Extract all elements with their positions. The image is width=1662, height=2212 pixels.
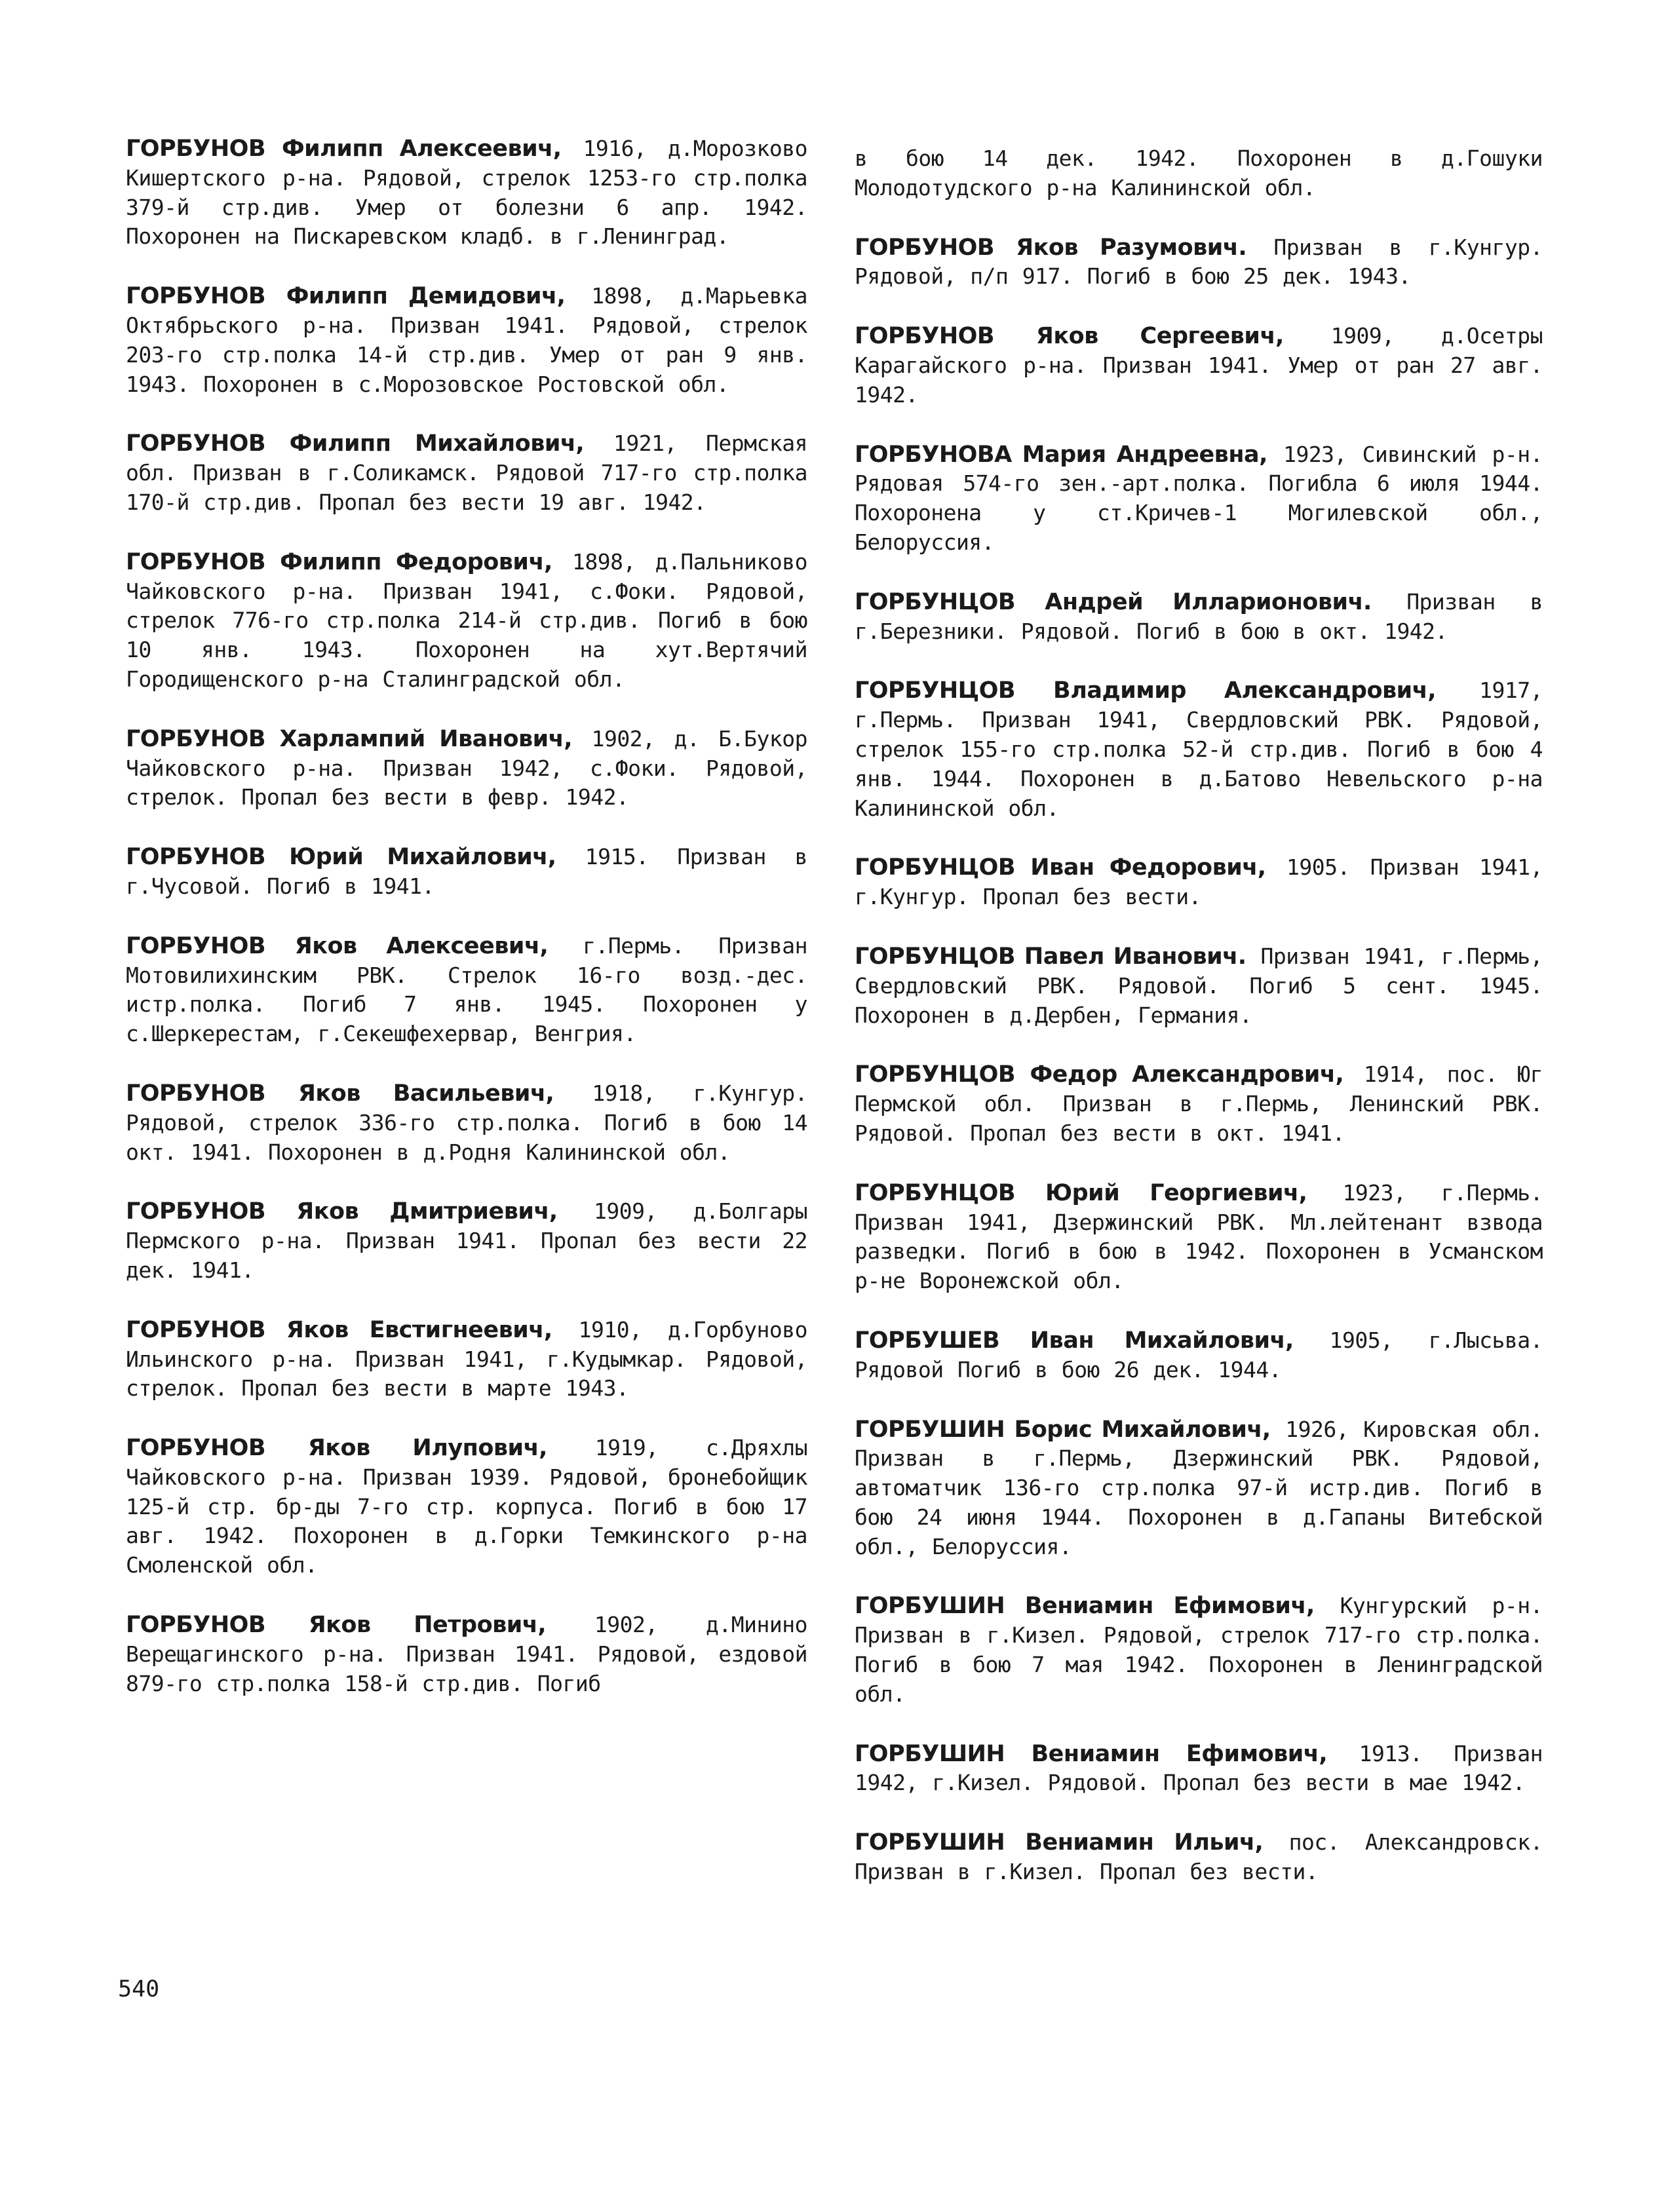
entry — [855, 1592, 1543, 1709]
entry — [126, 1197, 807, 1285]
entry-text: 1913. Призван 1942, г.Кизел. Рядовой. Пропал без вести в мае 1942. — [855, 1740, 1543, 1796]
entry-text: Кунгурский р-н. Призван в г.Кизел. Рядовой, стрелок 717-го стр.полка. Погиб в бою 7 мая 1942. Похоронен в Ленинградской обл. — [855, 1593, 1543, 1707]
entry-name: ГОРБУШИН Вениамин Ефимович, — [855, 1593, 1315, 1620]
entry-text: 1923, г.Пермь. Призван 1941, Дзержинский РВК. Мл.лейтенант взвода разведки. Погиб в бою в 1942. Похоронен в Усманском р-не Воронежской обл. — [855, 1179, 1543, 1294]
entry-name: ГОРБУНОВ Яков Илупович, — [126, 1435, 547, 1462]
entry-name: ГОРБУНОВ Юрий Михайлович, — [126, 844, 556, 871]
entry-text: 1905. Призван 1941, г.Кунгур. Пропал без вести. — [855, 854, 1543, 910]
entry-text: 1926, Кировская обл. Призван в г.Пермь, Дзержинский РВК. Рядовой, автоматчик 136-го стр.полка 97-й истр.див. Погиб в бою 24 июня 1944. Похоронен в д.Гапаны Витебской обл., Белоруссия. — [855, 1416, 1543, 1559]
entry — [855, 1060, 1543, 1148]
entry-name: ГОРБУНЦОВ Юрий Георгиевич, — [855, 1179, 1307, 1206]
entry-text: 1902, д.Минино Верещагинского р-на. Призван 1941. Рядовой, ездовой 879-го стр.полка 158-й стр.див. Погиб — [126, 1612, 807, 1696]
entry-name: ГОРБУНОВ Яков Сергеевич, — [855, 323, 1284, 350]
entry-name: ГОРБУНОВ Филипп Алексеевич, — [126, 136, 562, 162]
entry — [855, 942, 1543, 1030]
entry — [126, 1434, 807, 1580]
entry-name: ГОРБУШИН Вениамин Ефимович, — [855, 1740, 1328, 1767]
entry — [855, 1740, 1543, 1799]
entry-text: 1916, д.Морозково Кишертского р-на. Рядовой, стрелок 1253-го стр.полка 379-й стр.див. Умер от болезни 6 апр. 1942. Похоронен на Пискаревском кладб. в г.Ленинград. — [126, 136, 807, 250]
entry-name: ГОРБУНОВ Харлампий Иванович, — [126, 725, 572, 752]
entry-name: ГОРБУНОВА Мария Андреевна, — [855, 441, 1267, 468]
entry — [126, 1079, 807, 1167]
entry-name: ГОРБУНЦОВ Павел Иванович. — [855, 943, 1246, 970]
entry — [855, 676, 1543, 823]
entry-text: 1905, г.Лысьва. Рядовой Погиб в бою 26 дек. 1944. — [855, 1327, 1543, 1382]
entry-text: 1915. Призван в г.Чусовой. Погиб в 1941. — [126, 844, 807, 899]
entry-name: ГОРБУНОВ Филипп Федорович, — [126, 548, 552, 575]
entry — [126, 725, 807, 812]
entry-text: 1910, д.Горбуново Ильинского р-на. Призван 1941, г.Кудымкар. Рядовой, стрелок. Пропал без вести в марте 1943. — [126, 1316, 807, 1402]
entry — [126, 134, 807, 252]
entry — [855, 853, 1543, 912]
entry-name: ГОРБУШЕВ Иван Михайлович, — [855, 1327, 1294, 1354]
entry-text: 1898, д.Марьевка Октябрьского р-на. Призван 1941. Рядовой, стрелок 203-го стр.полка 14-й стр.див. Умер от ран 9 янв. 1943. Похоронен в с.Морозовское Ростовской обл. — [126, 283, 807, 397]
entry — [126, 1316, 807, 1403]
entry-text: Призван в г.Березники. Рядовой. Погиб в бою в окт. 1942. — [855, 588, 1543, 644]
entry-name: ГОРБУНОВ Яков Алексеевич, — [126, 932, 549, 959]
entry-name: ГОРБУНЦОВ Владимир Александрович, — [855, 677, 1437, 704]
entry-text: 1898, д.Пальниково Чайковского р-на. Призван 1941, с.Фоки. Рядовой, стрелок 776-го стр.полка 214-й стр.див. Погиб в бою 10 янв. 1943. Похоронен на хут.Вертячий Городищенского р-на Сталинградской обл. — [126, 548, 808, 692]
entry — [126, 429, 807, 517]
left-column — [126, 134, 807, 1728]
entry-name: ГОРБУНОВ Яков Петрович, — [126, 1612, 547, 1639]
entry-text: 1918, г.Кунгур. Рядовой, стрелок 336-го стр.полка. Погиб в бою 14 окт. 1941. Похоронен в д.Родня Калининской обл. — [126, 1080, 807, 1165]
entry-name: ГОРБУНОВ Яков Васильевич, — [126, 1080, 554, 1107]
entry-text: 1902, д. Б.Букор Чайковского р-на. Призван 1942, с.Фоки. Рядовой, стрелок. Пропал без вести в февр. 1942. — [126, 725, 808, 810]
right-column — [855, 144, 1543, 1917]
entry-text: 1921, Пермская обл. Призван в г.Соликамск. Рядовой 717-го стр.полка 170-й стр.див. Пропал без вести 19 авг. 1942. — [126, 430, 807, 515]
page-number: 540 — [118, 1976, 160, 2002]
entry-name: ГОРБУНОВ Яков Разумович. — [855, 234, 1247, 261]
entry-text: Призван в г.Кунгур. Рядовой, п/п 917. Погиб в бою 25 дек. 1943. — [855, 234, 1543, 290]
entry-text: 1917, г.Пермь. Призван 1941, Свердловский РВК. Рядовой, стрелок 155-го стр.полка 52-й стр.див. Погиб в бою 4 янв. 1944. Похоронен в д.Батово Невельского р-на Калининской обл. — [855, 677, 1543, 821]
entry — [126, 548, 807, 695]
entry — [855, 440, 1543, 558]
entry — [126, 1611, 807, 1698]
entry-name: ГОРБУНОВ Филипп Михайлович, — [126, 430, 585, 457]
entry-name: ГОРБУНОВ Яков Дмитриевич, — [126, 1198, 558, 1225]
entry — [126, 843, 807, 902]
entry — [126, 282, 807, 399]
entry-name: ГОРБУНЦОВ Иван Федорович, — [855, 854, 1266, 881]
entry — [855, 1179, 1543, 1296]
entry-name: ГОРБУНОВ Филипп Демидович, — [126, 283, 566, 310]
entry-text: 1909, д.Осетры Карагайского р-на. Призван 1941. Умер от ран 27 авг. 1942. — [855, 323, 1543, 408]
entry — [855, 1415, 1543, 1562]
entry-text: 1919, с.Дряхлы Чайковского р-на. Призван 1939. Рядовой, бронебойщик 125-й стр. бр-ды 7-го стр. корпуса. Погиб в бою 17 авг. 1942. Похоронен в д.Горки Темкинского р-на Смоленской обл. — [126, 1435, 807, 1578]
entry-name: ГОРБУНЦОВ Андрей Илларионович. — [855, 588, 1372, 615]
entry-name: ГОРБУШИН Борис Михайлович, — [855, 1416, 1271, 1443]
entry-name: ГОРБУШИН Вениамин Ильич, — [855, 1829, 1264, 1856]
entry — [855, 1326, 1543, 1385]
entry-text: 1914, пос. Юг Пермской обл. Призван в г.Пермь, Ленинский РВК. Рядовой. Пропал без вести в окт. 1941. — [855, 1061, 1543, 1146]
entry — [126, 932, 807, 1049]
entry — [855, 233, 1543, 292]
entry-text: 1923, Сивинский р-н. Рядовая 574-го зен.-арт.полка. Погибла 6 июля 1944. Похоронена у ст.Кричев-1 Могилевской обл., Белоруссия. — [855, 441, 1543, 555]
entry-text: пос. Александровск. Призван в г.Кизел. Пропал без вести. — [855, 1829, 1543, 1885]
entry-text: Призван 1941, г.Пермь, Свердловский РВК. Рядовой. Погиб 5 сент. 1945. Похоронен в д.Дербен, Германия. — [855, 943, 1543, 1028]
entry-name: ГОРБУНОВ Яков Евстигнеевич, — [126, 1316, 552, 1343]
entry — [855, 322, 1543, 410]
entry — [855, 1828, 1543, 1887]
entry-text: в бою 14 дек. 1942. Похоронен в д.Гошуки Молодотудского р-на Калининской обл. — [855, 145, 1543, 200]
entry-continuation — [855, 144, 1543, 203]
entry-text: г.Пермь. Призван Мотовилихинским РВК. Стрелок 16-го возд.-дес. истр.полка. Погиб 7 янв. 1945. Похоронен у с.Шеркерестам, г.Секешфехервар, Венгрия. — [126, 932, 807, 1047]
entry — [855, 588, 1543, 647]
entry-name: ГОРБУНЦОВ Федор Александрович, — [855, 1061, 1344, 1088]
entry-text: 1909, д.Болгары Пермского р-на. Призван 1941. Пропал без вести 22 дек. 1941. — [126, 1198, 808, 1283]
